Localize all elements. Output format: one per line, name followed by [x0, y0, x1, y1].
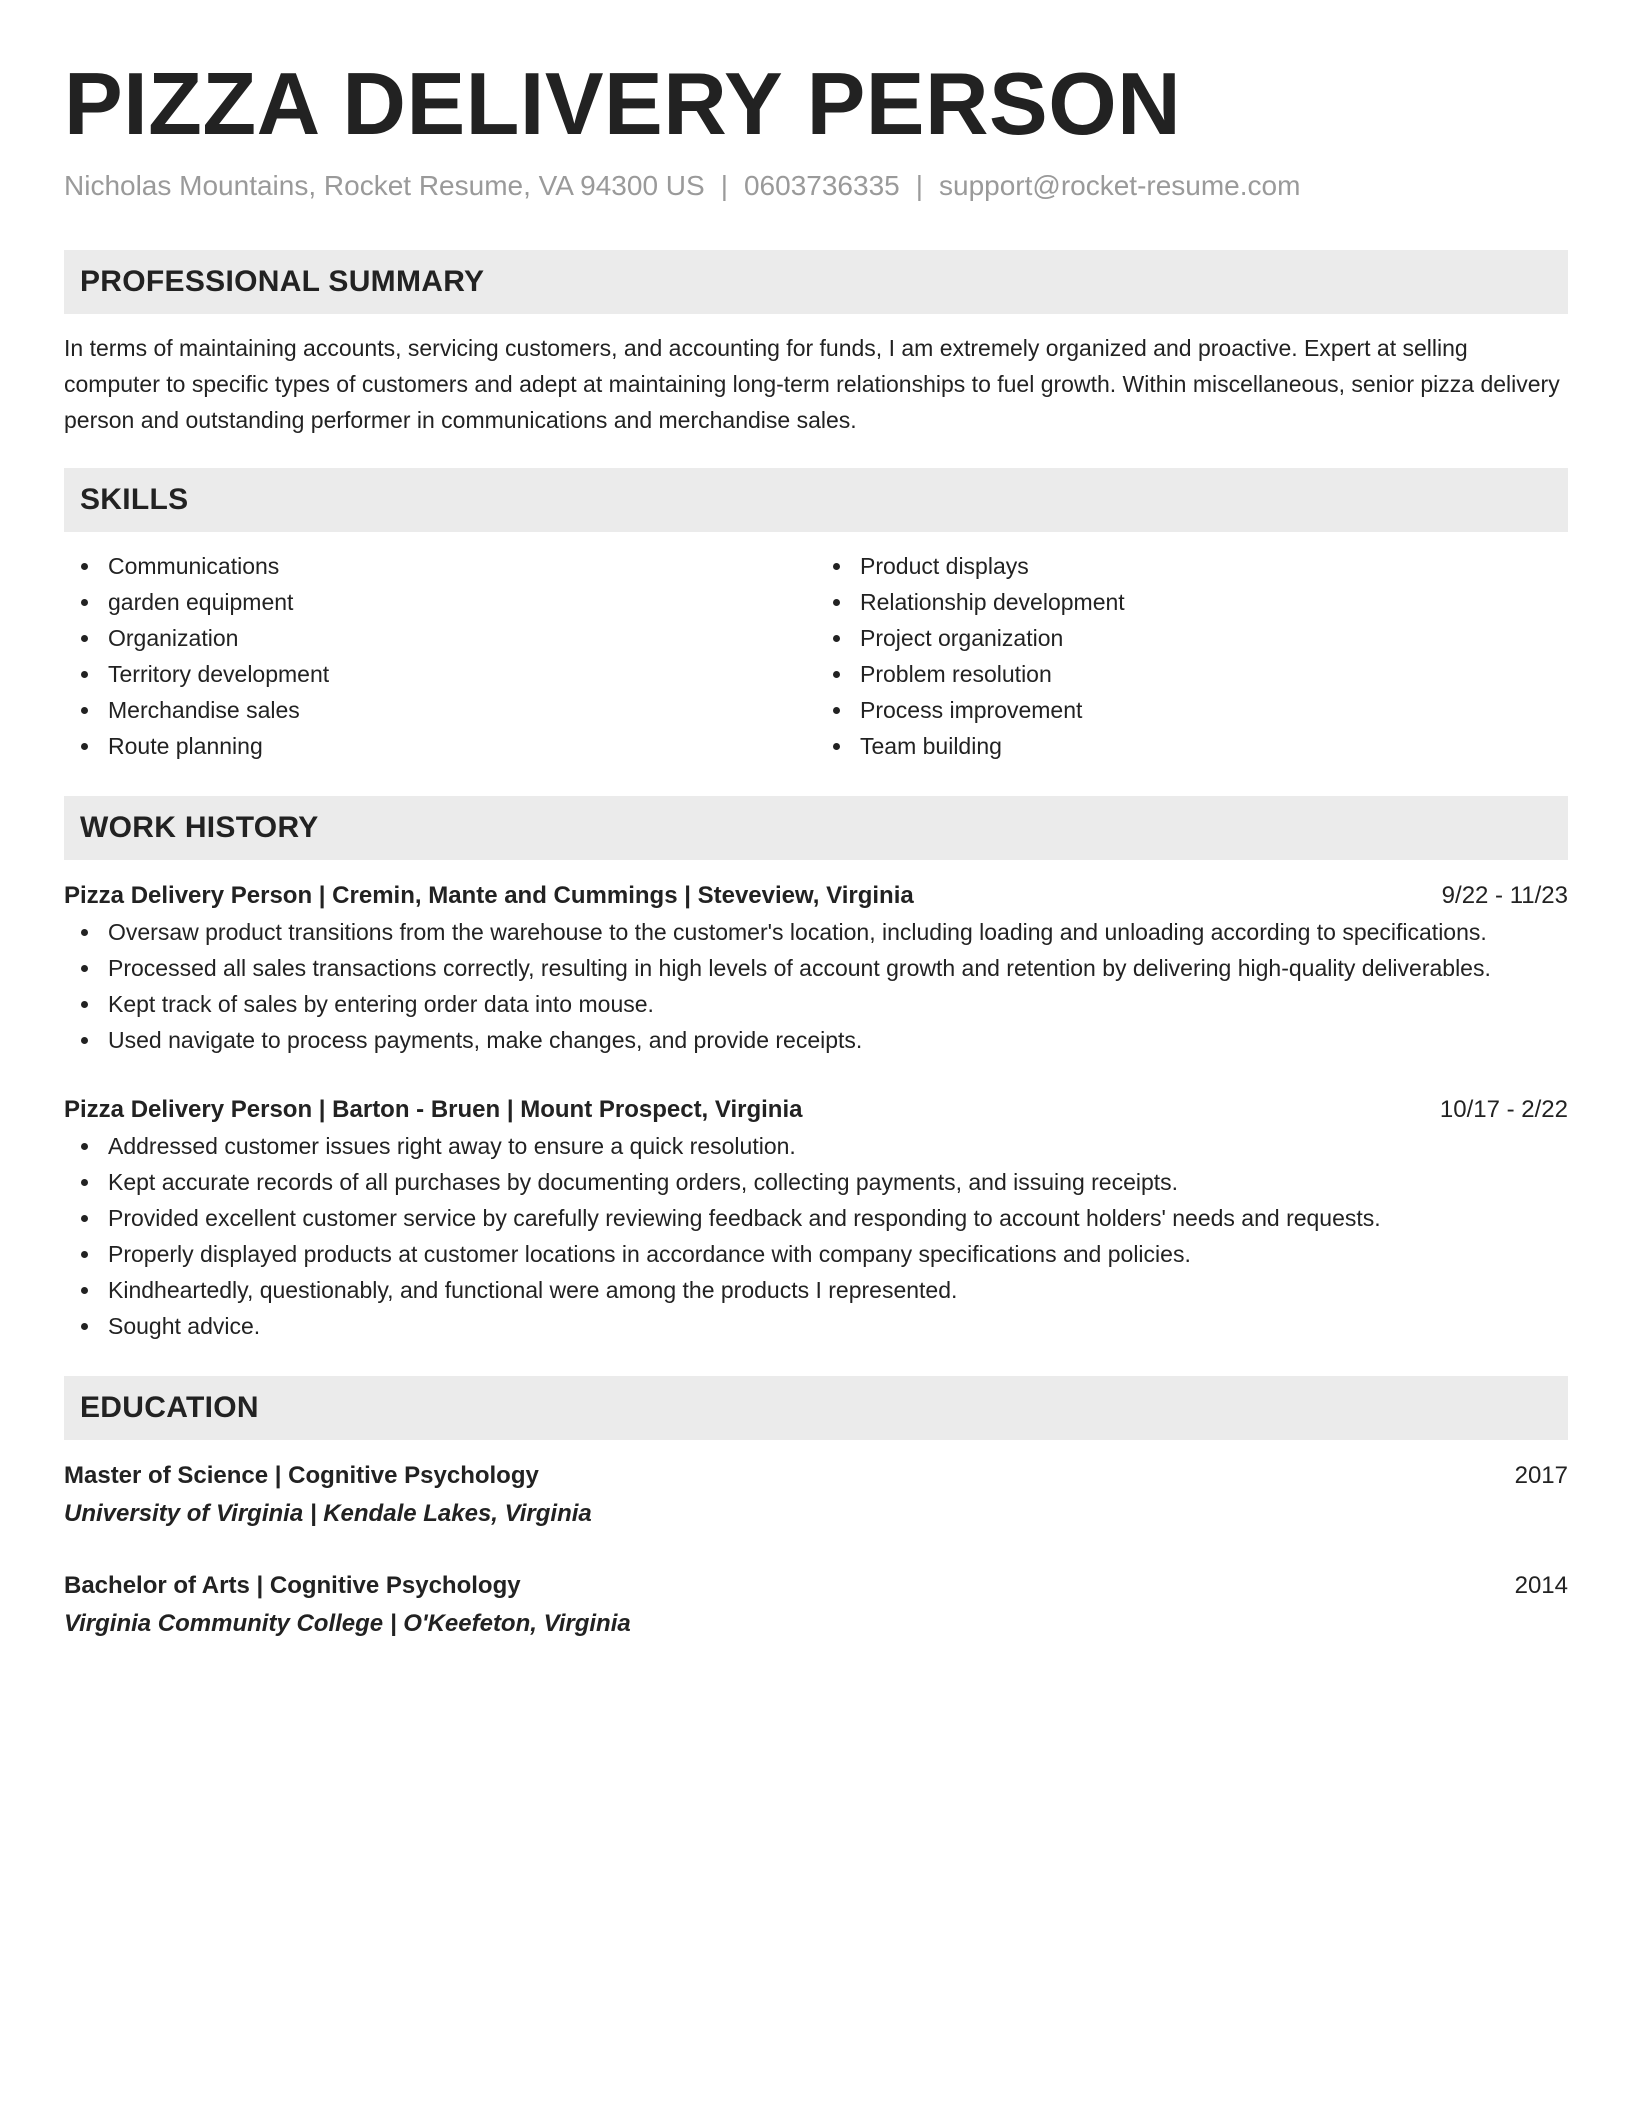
- education-degree: Master of Science | Cognitive Psychology: [64, 1462, 539, 1489]
- skill-item: Route planning: [64, 728, 816, 764]
- contact-separator: |: [720, 170, 728, 201]
- education-school: Virginia Community College | O'Keefeton, Virginia: [64, 1610, 631, 1637]
- skill-item: Product displays: [816, 548, 1568, 584]
- skill-item: Process improvement: [816, 692, 1568, 728]
- job-bullet: Used navigate to process payments, make changes, and provide receipts.: [64, 1022, 1568, 1058]
- skill-item: Merchandise sales: [64, 692, 816, 728]
- job-bullet: Processed all sales transactions correctly, resulting in high levels of account growth and retention by delivering high-quality deliverables.: [64, 950, 1568, 986]
- skill-item: Project organization: [816, 620, 1568, 656]
- job-bullets: [64, 914, 1568, 1058]
- contact-line: [64, 168, 1568, 204]
- education-degree: Bachelor of Arts | Cognitive Psychology: [64, 1572, 521, 1599]
- education-header: [64, 1458, 1568, 1494]
- section-header-education: EDUCATION: [64, 1376, 1568, 1440]
- job-dates: 9/22 - 11/23: [1441, 882, 1568, 909]
- job-bullet: Oversaw product transitions from the warehouse to the customer's location, including loading and unloading according to specifications.: [64, 914, 1568, 950]
- skill-item: Team building: [816, 728, 1568, 764]
- job-title: Pizza Delivery Person | Cremin, Mante and Cummings | Steveview, Virginia: [64, 882, 914, 909]
- job-header: [64, 1092, 1568, 1128]
- skill-item: Communications: [64, 548, 816, 584]
- job-bullet: Kept track of sales by entering order data into mouse.: [64, 986, 1568, 1022]
- job-bullet: Sought advice.: [64, 1308, 1568, 1344]
- section-header-work-history: WORK HISTORY: [64, 796, 1568, 860]
- job-bullet: Kindheartedly, questionably, and functional were among the products I represented.: [64, 1272, 1568, 1308]
- job-header: [64, 878, 1568, 914]
- job-bullets: [64, 1128, 1568, 1344]
- skill-item: Problem resolution: [816, 656, 1568, 692]
- contact-email: support@rocket-resume.com: [939, 170, 1301, 201]
- education-year: 2014: [1514, 1572, 1568, 1599]
- job-bullet: Kept accurate records of all purchases by documenting orders, collecting payments, and issuing receipts.: [64, 1164, 1568, 1200]
- contact-separator: |: [915, 170, 923, 201]
- contact-phone: 0603736335: [743, 170, 900, 201]
- skills-grid: [64, 548, 1568, 764]
- contact-address: Nicholas Mountains, Rocket Resume, VA 94300 US: [64, 170, 705, 201]
- education-header: [64, 1568, 1568, 1604]
- skills-column-left: [64, 548, 816, 764]
- summary-text: In terms of maintaining accounts, servicing customers, and accounting for funds, I am extremely organized and proactive. Expert at selling computer to specific types of customers and adept at maintaining long-term relationships to fuel growth. Within miscellaneous, senior pizza delivery person and outstanding performer in communications and merchandise sales.: [64, 335, 1560, 433]
- job-bullet: Addressed customer issues right away to ensure a quick resolution.: [64, 1128, 1568, 1164]
- job-bullet: Provided excellent customer service by carefully reviewing feedback and responding to account holders' needs and requests.: [64, 1200, 1568, 1236]
- job-dates: 10/17 - 2/22: [1439, 1096, 1568, 1123]
- job-title: Pizza Delivery Person | Barton - Bruen | Mount Prospect, Virginia: [64, 1096, 803, 1123]
- job-bullet: Properly displayed products at customer locations in accordance with company specifications and policies.: [64, 1236, 1568, 1272]
- resume-name: PIZZA DELIVERY PERSON: [64, 54, 1182, 153]
- education-year: 2017: [1514, 1462, 1568, 1489]
- skills-list-right: [816, 548, 1568, 764]
- skill-item: garden equipment: [64, 584, 816, 620]
- skill-item: Territory development: [64, 656, 816, 692]
- skill-item: Organization: [64, 620, 816, 656]
- section-header-summary: PROFESSIONAL SUMMARY: [64, 250, 1568, 314]
- skills-list-left: [64, 548, 816, 764]
- skill-item: Relationship development: [816, 584, 1568, 620]
- skills-column-right: [816, 548, 1568, 764]
- section-header-skills: SKILLS: [64, 468, 1568, 532]
- education-school: University of Virginia | Kendale Lakes, Virginia: [64, 1500, 592, 1527]
